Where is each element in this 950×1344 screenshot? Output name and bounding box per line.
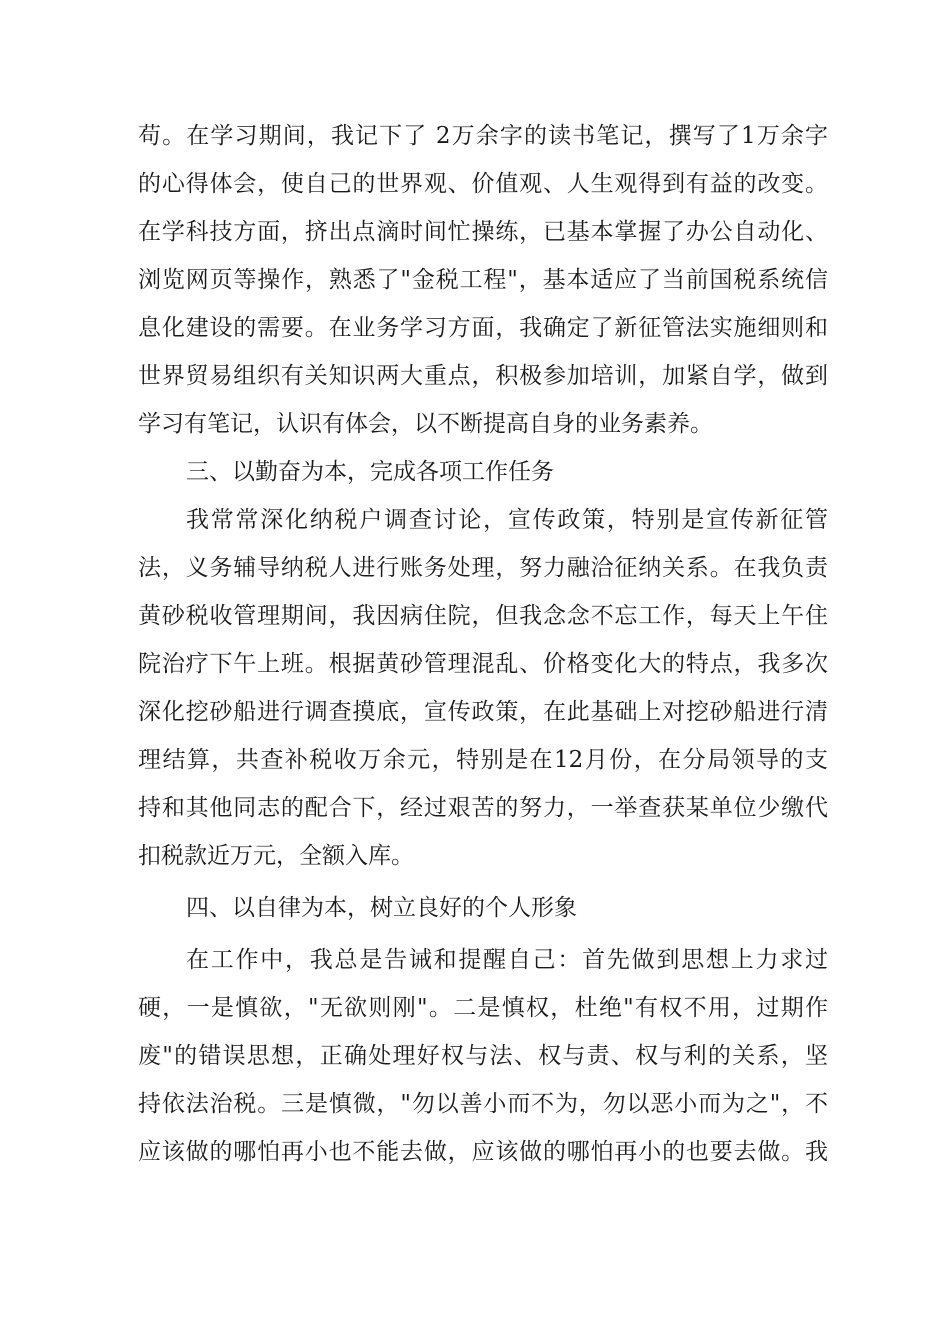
text-line: 世界贸易组织有关知识两大重点，积极参加培训，加紧自学，做到	[138, 363, 828, 389]
document-body	[138, 112, 828, 1176]
section-heading: 三、以勤奋为本，完成各项工作任务	[186, 459, 554, 485]
text-line: 黄砂税收管理期间，我因病住院，但我念念不忘工作，每天上午住	[138, 603, 828, 629]
text-line: 的心得体会，使自己的世界观、价值观、人生观得到有益的改变。	[138, 171, 828, 197]
text-line: 持和其他同志的配合下，经过艰苦的努力，一举查获某单位少缴代	[138, 795, 828, 821]
text-line: 浏览网页等操作，熟悉了"金税工程"，基本适应了当前国税系统信	[138, 267, 828, 293]
text-line: 深化挖砂船进行调查摸底，宣传政策，在此基础上对挖砂船进行清	[138, 699, 828, 725]
text-line: 我常常深化纳税户调查讨论，宣传政策，特别是宣传新征管	[186, 507, 828, 533]
text-line: 在工作中，我总是告诫和提醒自己：首先做到思想上力求过	[186, 947, 828, 973]
text-line: 扣税款近万元，全额入库。	[138, 843, 414, 869]
text-line: 院治疗下午上班。根据黄砂管理混乱、价格变化大的特点，我多次	[138, 651, 828, 677]
text-line: 持依法治税。三是慎微，"勿以善小而不为，勿以恶小而为之"，不	[138, 1091, 828, 1117]
text-line: 应该做的哪怕再小也不能去做，应该做的哪怕再小的也要去做。我	[138, 1139, 828, 1165]
text-line: 硬，一是慎欲，"无欲则刚"。二是慎权，杜绝"有权不用，过期作	[138, 995, 828, 1021]
text-line: 理结算，共查补税收万余元，特别是在12月份，在分局领导的支	[138, 747, 828, 773]
text-line: 在学科技方面，挤出点滴时间忙操练，已基本掌握了办公自动化、	[138, 219, 828, 245]
text-line: 学习有笔记，认识有体会，以不断提高自身的业务素养。	[138, 411, 713, 437]
text-line: 废"的错误思想，正确处理好权与法、权与责、权与利的关系，坚	[138, 1043, 828, 1069]
section-heading: 四、以自律为本，树立良好的个人形象	[186, 895, 577, 921]
text-line: 法，义务辅导纳税人进行账务处理，努力融洽征纳关系。在我负责	[138, 555, 828, 581]
text-line: 息化建设的需要。在业务学习方面，我确定了新征管法实施细则和	[138, 315, 828, 341]
text-line: 苟。在学习期间，我记下了 2万余字的读书笔记，撰写了1万余字	[138, 123, 828, 149]
